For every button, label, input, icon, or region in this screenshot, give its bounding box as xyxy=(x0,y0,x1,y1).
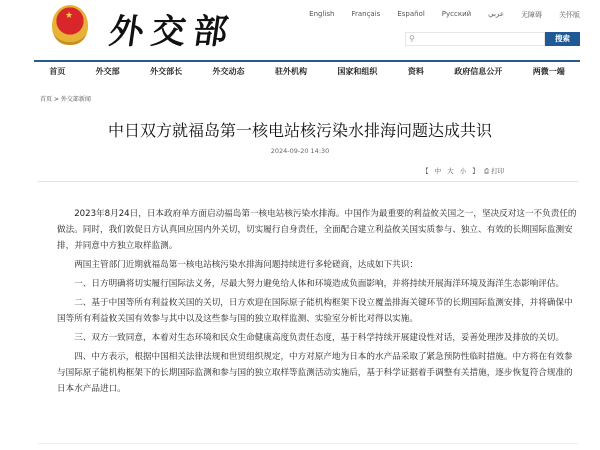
breadcrumb[interactable]: 首页 > 外交部新闻 xyxy=(40,96,91,103)
lang-arabic[interactable]: عربي xyxy=(488,10,504,18)
main-nav xyxy=(34,66,580,77)
accessibility-link[interactable]: 无障碍 xyxy=(521,11,542,19)
nav-minister[interactable]: 外交部长 xyxy=(150,67,183,76)
language-links xyxy=(309,10,580,20)
national-emblem-logo[interactable]: ★ xyxy=(52,5,88,45)
nav-social[interactable]: 两微一端 xyxy=(532,67,565,76)
nav-missions[interactable]: 驻外机构 xyxy=(274,67,307,76)
article-body xyxy=(57,206,577,400)
footer-divider xyxy=(38,443,578,444)
nav-resources[interactable]: 资料 xyxy=(407,67,424,76)
print-button[interactable] xyxy=(484,166,504,176)
article-title: 中日双方就福岛第一核电站核污染水排海问题达成共识 xyxy=(107,121,492,140)
publish-date: 2024-09-20 14:30 xyxy=(270,147,330,155)
paragraph: 三、双方一致同意，本着对生态环境和民众生命健康高度负责任态度，基于科学持续开展建设性对话，妥善处理涉及排放的关切。 xyxy=(74,333,565,343)
search-input[interactable] xyxy=(405,32,545,46)
nav-news[interactable]: 外交动态 xyxy=(212,67,245,76)
care-version-link[interactable]: 关怀版 xyxy=(559,11,580,19)
paragraph: 2023年8月24日，日本政府单方面启动福岛第一核电站核污染水排海。中国作为最重要的利益攸关国之一，坚决反对这一不负责任的做法。同时，我们敦促日方认真回应国内外关切，切实履行自身责任，全面配合建立利益攸关国实质参与、独立、有效的长期国际监测安排，并同意中方独立取样监测。 xyxy=(57,209,577,251)
paragraph: 两国主管部门近期就福岛第一核电站核污染水排海问题持续进行多轮磋商，达成如下共识： xyxy=(74,260,418,270)
lang-russian[interactable]: Русский xyxy=(441,10,472,18)
nav-gov-info[interactable]: 政府信息公开 xyxy=(454,67,503,76)
header-divider xyxy=(34,60,580,62)
paragraph: 四、中方表示，根据中国相关法律法规和世贸组织规定，中方对原产地为日本的水产品采取了紧急预防性临时措施。中方将在有效参与国际原子能机构框架下的长期国际监测和参与国的独立取样等监测活动实施后，基于科学证据着手调整有关措施，逐步恢复符合规准的日本水产品进口。 xyxy=(57,352,573,394)
nav-countries[interactable]: 国家和组织 xyxy=(337,67,378,76)
printer-icon: ⎙ xyxy=(484,167,492,175)
paragraph: 二、基于中国等所有利益攸关国的关切，日方欢迎在国际原子能机构框架下设立覆盖排海关键环节的长期国际监测安排，并将确保中国等所有利益攸关国有效参与其中以及这些参与国的独立取样监测、实验室分析比对得以实施。 xyxy=(57,298,573,324)
search-icon: ⚲ xyxy=(409,34,415,43)
search-button[interactable]: 搜索 xyxy=(545,32,580,46)
font-size-controls[interactable]: 【 中 大 小 】 xyxy=(422,167,479,175)
lang-english[interactable]: English xyxy=(309,10,335,18)
paragraph: 一、日方明确将切实履行国际法义务，尽最大努力避免给人体和环境造成负面影响，并将持续开展海洋环境及海洋生态影响评估。 xyxy=(74,279,565,289)
title-divider xyxy=(38,181,578,182)
nav-ministry[interactable]: 外交部 xyxy=(95,67,120,76)
nav-home[interactable]: 首页 xyxy=(49,67,66,76)
mfa-calligraphy-logo[interactable]: 外交部 xyxy=(106,12,239,52)
lang-spanish[interactable]: Español xyxy=(397,10,425,18)
lang-french[interactable]: Français xyxy=(351,10,381,18)
print-label: 打印 xyxy=(491,167,505,175)
